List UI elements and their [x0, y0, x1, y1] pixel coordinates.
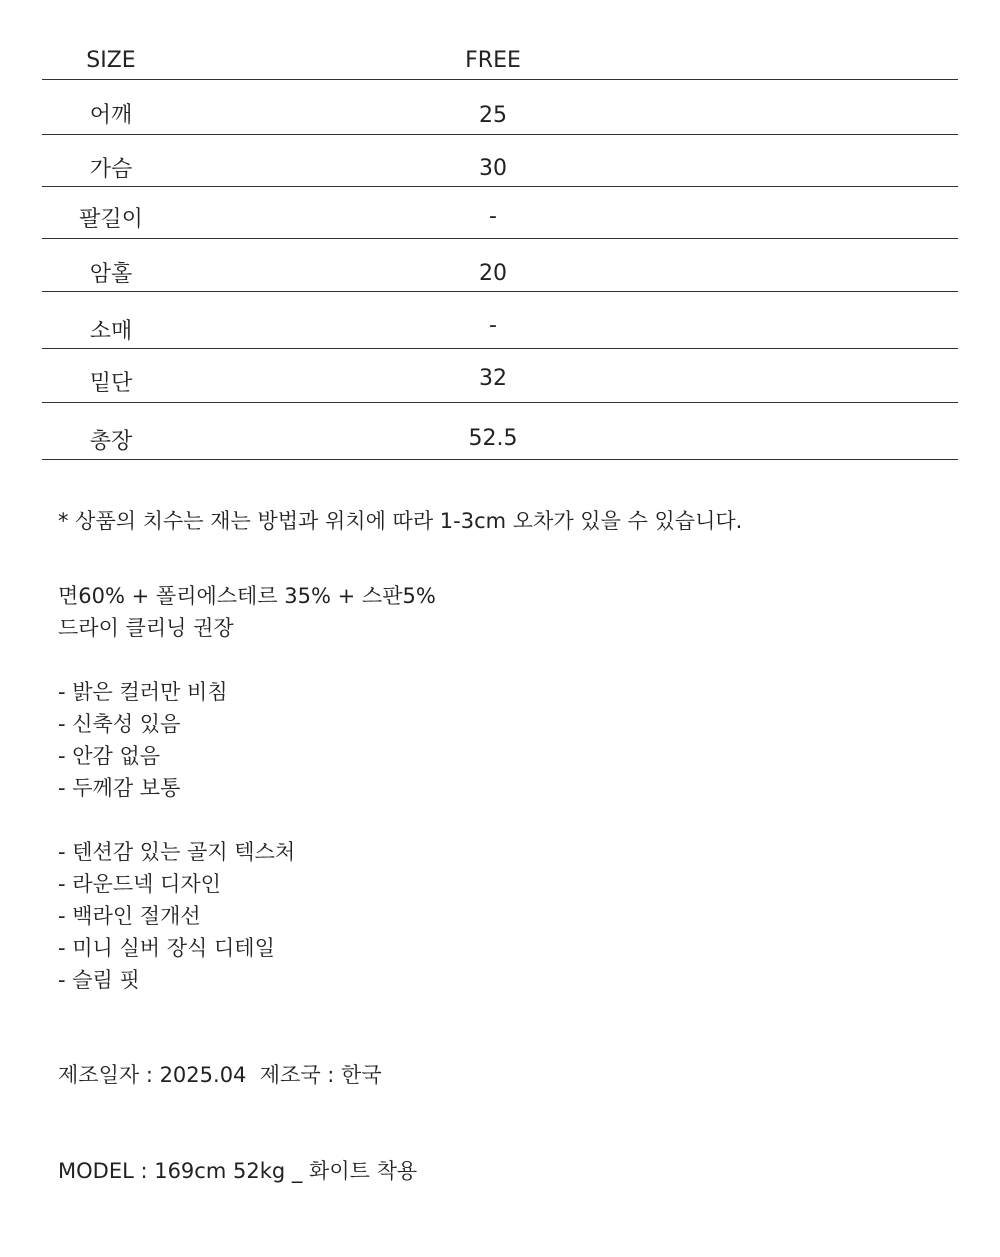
material-composition: 면60% + 폴리에스테르 35% + 스판5% — [58, 584, 436, 608]
table-row-total-length — [42, 403, 958, 460]
row-value: - — [489, 204, 497, 229]
size-table — [42, 38, 958, 460]
list-item: - 슬림 핏 — [58, 968, 140, 992]
row-value: 32 — [479, 366, 507, 391]
row-label: 암홀 — [89, 262, 133, 287]
table-row-shoulder — [42, 80, 958, 135]
row-value: 52.5 — [468, 426, 518, 451]
row-label: 밑단 — [89, 371, 133, 396]
list-item: - 라운드넥 디자인 — [58, 872, 221, 896]
row-label: 총장 — [89, 429, 133, 454]
row-value: 30 — [479, 156, 507, 181]
table-row-chest — [42, 135, 958, 187]
material-info — [58, 580, 436, 644]
table-row-hem — [42, 349, 958, 403]
row-label: 가슴 — [89, 157, 133, 182]
list-item: - 백라인 절개선 — [58, 904, 201, 928]
row-value: 20 — [479, 261, 507, 286]
list-item: - 신축성 있음 — [58, 712, 181, 736]
row-value: - — [489, 313, 497, 338]
measurement-note: * 상품의 치수는 재는 방법과 위치에 따라 1-3cm 오차가 있을 수 있습니다. — [58, 509, 743, 533]
list-item: - 텐션감 있는 골지 텍스처 — [58, 840, 296, 864]
model-info: MODEL : 169cm 52kg _ 화이트 착용 — [58, 1159, 418, 1183]
table-row-armhole — [42, 239, 958, 292]
list-item: - 미니 실버 장식 디테일 — [58, 936, 275, 960]
row-value: 25 — [479, 103, 507, 128]
row-label: 소매 — [89, 319, 133, 344]
list-item: - 안감 없음 — [58, 744, 161, 768]
fabric-features-list — [58, 676, 228, 804]
row-label: 팔길이 — [79, 207, 143, 232]
list-item: - 두께감 보통 — [58, 776, 181, 800]
header-free-label: FREE — [465, 48, 521, 73]
care-instruction: 드라이 클리닝 권장 — [58, 616, 234, 640]
row-label: 어깨 — [89, 103, 133, 128]
table-row-sleeve — [42, 292, 958, 349]
manufacture-info: 제조일자 : 2025.04 제조국 : 한국 — [58, 1063, 382, 1087]
list-item: - 밝은 컬러만 비침 — [58, 680, 228, 704]
design-features-list — [58, 836, 295, 996]
header-size-label: SIZE — [86, 48, 136, 73]
size-table-header — [42, 38, 958, 80]
table-row-sleeve-length — [42, 187, 958, 239]
